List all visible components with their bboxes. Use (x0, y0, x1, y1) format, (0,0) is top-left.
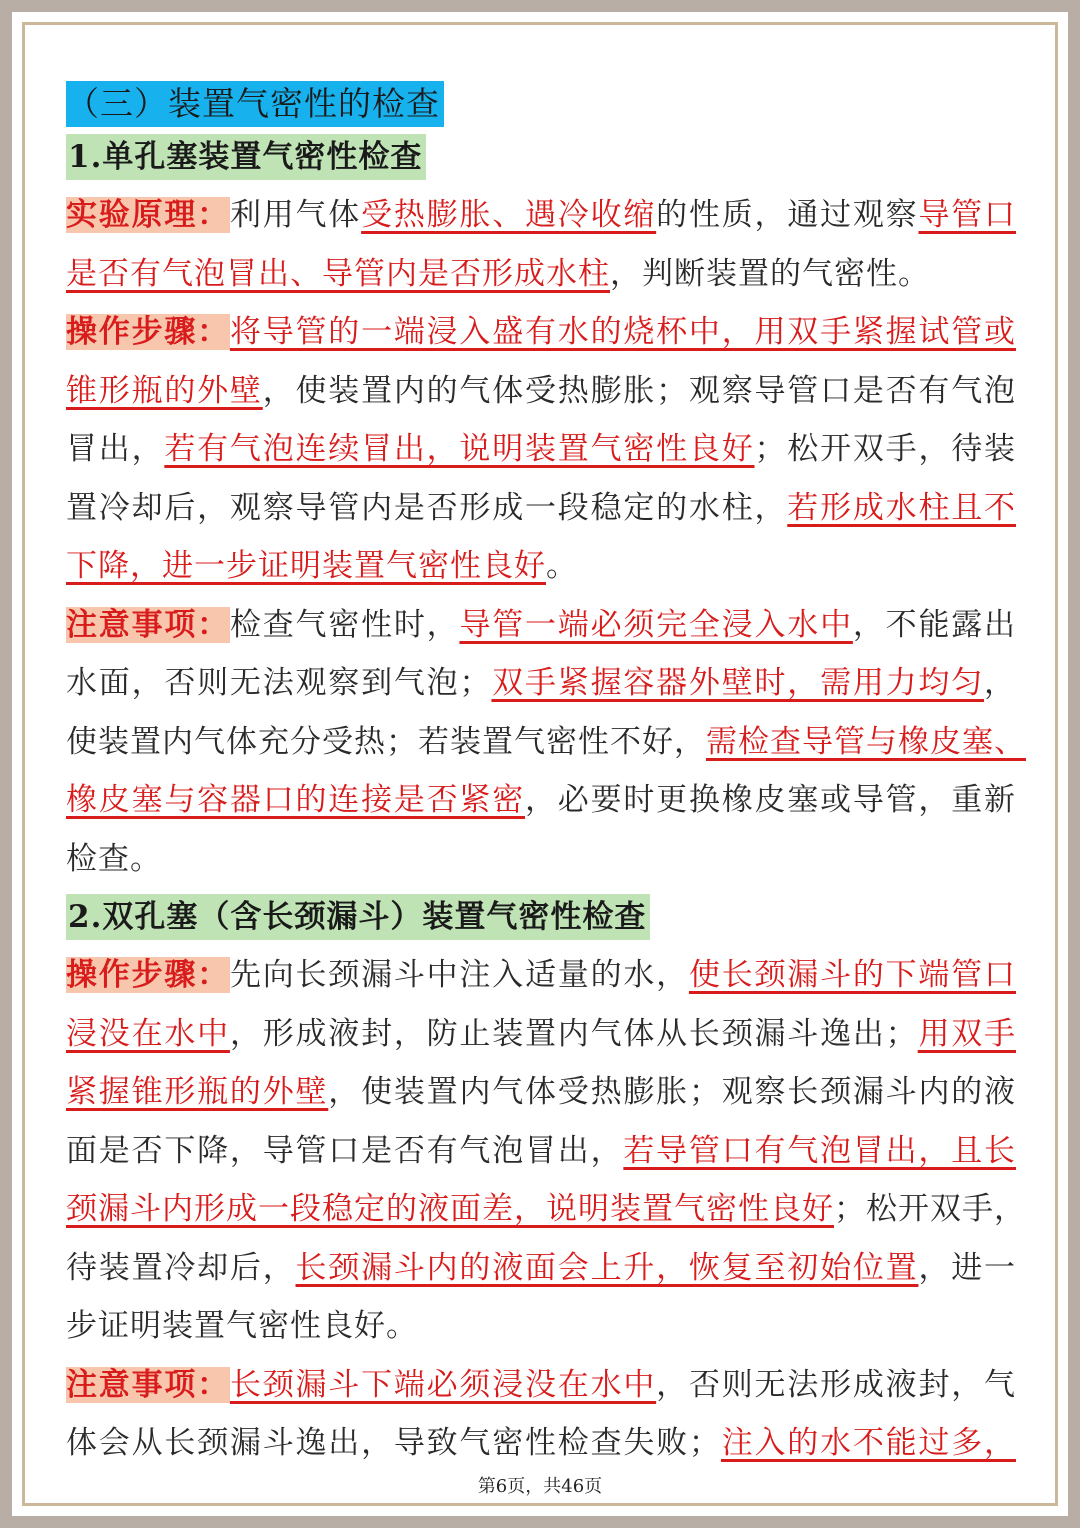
p2-steps-line-3: 紧握锥形瓶的外壁，使装置内气体受热膨胀；观察长颈漏斗内的液 (66, 1074, 1017, 1110)
steps-line-2: 锥形瓶的外壁，使装置内的气体受热膨胀；观察导管口是否有气泡 (66, 372, 1017, 409)
notes-line-2: 水面，否则无法观察到气泡；双手紧握容器外壁时，需用力均匀， (66, 665, 1017, 701)
p2-notes-line-1: 注意事项：长颈漏斗下端必须浸没在水中，否则无法形成液封，气 (66, 1366, 1017, 1403)
notes-label: 注意事项： (66, 606, 230, 643)
key-point: 紧握锥形瓶的外壁 (66, 1074, 329, 1110)
key-point: 将导管的一端浸入盛有水的烧杯中，用双手紧握试管或 (229, 314, 1017, 350)
p2-steps-line-2: 浸没在水中，形成液封，防止装置内气体从长颈漏斗逸出；用双手 (66, 1015, 1017, 1052)
notes-line-3: 使装置内气体充分受热；若装置气密性不好，需检查导管与橡皮塞、 (66, 723, 1026, 760)
key-point: 使长颈漏斗的下端管口 (688, 957, 1017, 993)
part2-title-row (66, 888, 1016, 946)
p2-steps-line-5: 颈漏斗内形成一段稳定的液面差，说明装置气密性良好；松开双手， (66, 1191, 1026, 1227)
principle-line-2: 是否有气泡冒出、导管内是否形成水柱，判断装置的气密性。 (66, 255, 930, 292)
principle-line-1: 实验原理：利用气体受热膨胀、遇冷收缩的性质，通过观察导管口 (66, 197, 1017, 233)
key-point: 锥形瓶的外壁 (66, 372, 263, 409)
key-point: 若导管口有气泡冒出，且长 (623, 1132, 1017, 1169)
p2-steps-line-7: 步证明装置气密性良好。 (66, 1308, 418, 1344)
key-point: 下降，进一步证明装置气密性良好 (66, 548, 546, 584)
p2-steps-line-6: 待装置冷却后，长颈漏斗内的液面会上升，恢复至初始位置，进一 (66, 1249, 1017, 1286)
key-point: 需检查导管与橡皮塞、 (706, 723, 1026, 760)
key-point: 注入的水不能过多， (720, 1425, 1017, 1461)
key-point: 长颈漏斗下端必须浸没在水中 (229, 1366, 657, 1403)
p2-notes-line-2: 体会从长颈漏斗逸出，导致气密性检查失败；注入的水不能过多， (66, 1425, 1017, 1461)
page-number: 第6页，共46页 (477, 1476, 603, 1497)
notes-line-5: 检查。 (66, 840, 162, 877)
key-point: 用双手 (917, 1015, 1017, 1052)
notes-line-4: 橡皮塞与容器口的连接是否紧密，必要时更换橡皮塞或导管，重新 (66, 782, 1016, 818)
steps-line-5: 下降，进一步证明装置气密性良好。 (66, 548, 578, 584)
document-body (66, 76, 1026, 1473)
key-point: 受热膨胀、遇冷收缩 (361, 197, 657, 233)
key-point: 长颈漏斗内的液面会上升，恢复至初始位置 (295, 1249, 919, 1286)
p2-steps-line-4: 面是否下降，导管口是否有气泡冒出，若导管口有气泡冒出，且长 (66, 1132, 1017, 1169)
notes-line-1: 注意事项：检查气密性时，导管一端必须完全浸入水中，不能露出 (66, 606, 1017, 643)
key-point: 双手紧握容器外壁时，需用力均匀 (491, 665, 985, 701)
notes-label: 注意事项： (66, 1366, 230, 1403)
principle-label: 实验原理： (66, 197, 230, 233)
part1-title-row (66, 128, 1016, 186)
part1-title: 1.单孔塞装置气密性检查 (66, 134, 426, 180)
key-point: 颈漏斗内形成一段稳定的液面差，说明装置气密性良好 (66, 1191, 834, 1227)
key-point: 是否有气泡冒出、导管内是否形成水柱 (66, 255, 610, 292)
steps-line-1 (66, 303, 1016, 362)
key-point: 若形成水柱且不 (787, 489, 1017, 526)
steps-line-3: 冒出，若有气泡连续冒出，说明装置气密性良好；松开双手，待装 (66, 431, 1017, 467)
part2-title: 2.双孔塞（含长颈漏斗）装置气密性检查 (66, 894, 650, 940)
steps-line-4: 置冷却后，观察导管内是否形成一段稳定的水柱，若形成水柱且不 (66, 489, 1017, 526)
p2-steps-line-1: 操作步骤：先向长颈漏斗中注入适量的水，使长颈漏斗的下端管口 (66, 957, 1017, 993)
steps-label: 操作步骤： (66, 957, 230, 993)
key-point: 导管一端必须完全浸入水中 (459, 606, 853, 643)
key-point: 浸没在水中 (66, 1015, 230, 1052)
key-point: 若有气泡连续冒出，说明装置气密性良好 (164, 431, 755, 467)
section-title: （三）装置气密性的检查 (66, 81, 444, 127)
steps-label: 操作步骤： (66, 314, 230, 350)
key-point: 导管口 (918, 197, 1017, 233)
key-point: 橡皮塞与容器口的连接是否紧密 (66, 782, 525, 818)
section-title-row (66, 76, 1016, 128)
